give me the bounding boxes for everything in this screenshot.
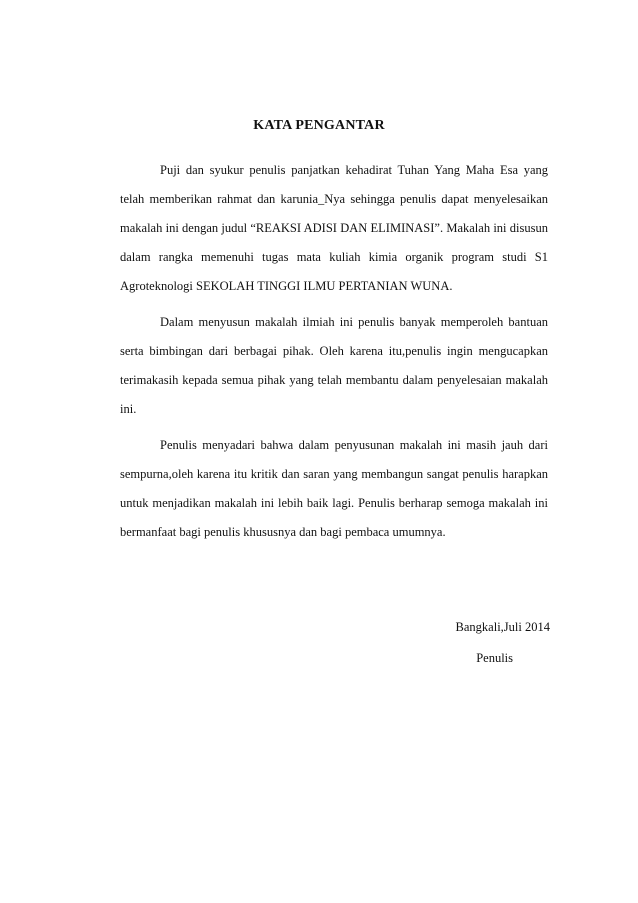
page-title: KATA PENGANTAR	[253, 118, 385, 133]
body-text	[120, 156, 548, 547]
place-date: Bangkali,Juli 2014	[455, 620, 550, 634]
paragraph-acknowledgement: Dalam menyusun makalah ilmiah ini penulis banyak memperoleh bantuan serta bimbingan dari berbagai pihak. Oleh karena itu,penulis ingin mengucapkan terimakasih kepada semua pihak yang telah membantu dalam penyelesaian makalah ini.	[120, 315, 548, 416]
author-signature: Penulis	[476, 651, 513, 665]
paragraph-opening: Puji dan syukur penulis panjatkan kehadirat Tuhan Yang Maha Esa yang telah memberikan rahmat dan karunia_Nya sehingga penulis dapat menyelesaikan makalah ini dengan judul “REAKSI ADISI DAN ELIMINASI”. Makalah ini disusun dalam rangka memenuhi tugas mata kuliah kimia organik program studi S1 Agroteknologi SEKOLAH TINGGI ILMU PERTANIAN WUNA.	[120, 163, 548, 293]
paragraph-closing: Penulis menyadari bahwa dalam penyusunan makalah ini masih jauh dari sempurna,oleh karena itu kritik dan saran yang membangun sangat penulis harapkan untuk menjadikan makalah ini lebih baik lagi. Penulis berharap semoga makalah ini bermanfaat bagi penulis khususnya dan bagi pembaca umumnya.	[120, 438, 548, 539]
